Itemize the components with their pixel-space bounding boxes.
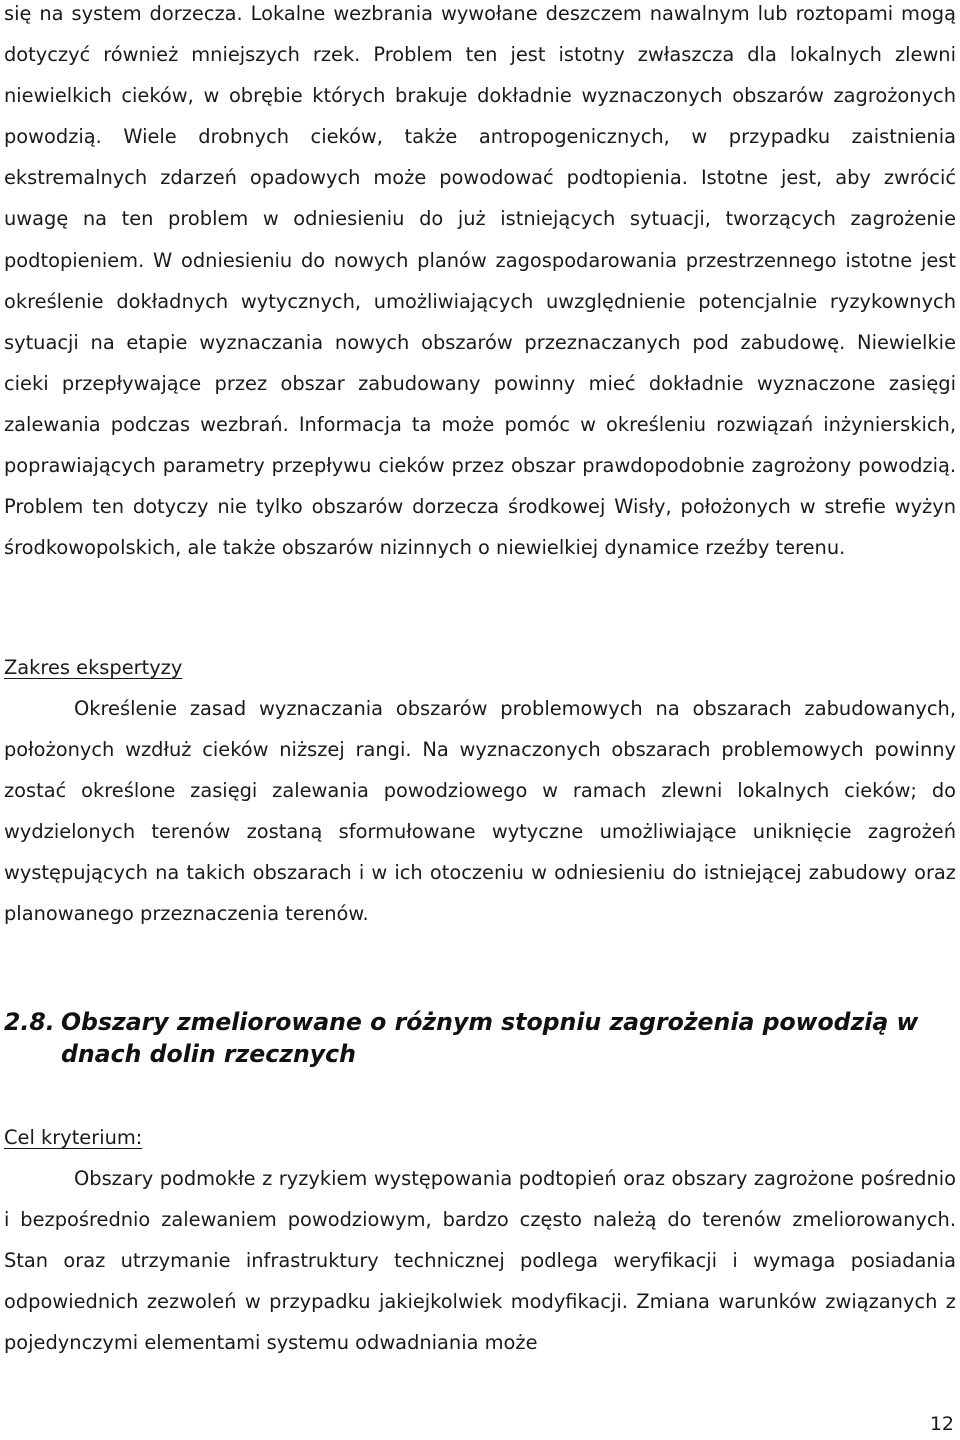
zakres-text: Określenie zasad wyznaczania obszarów problemowych na obszarach zabudowanych, położonych wzdłuż cieków niższej rangi. Na wyznaczonych obszarach problemowych powinny zostać określone zasięgi zalewania powodziowego w ramach zlewni lokalnych cieków; do wydzielonych terenów zostaną sformułowane wytyczne umożliwiające uniknięcie zagrożeń występujących na takich obszarach i w ich otoczeniu w odniesieniu do istniejącej zabudowy oraz planowanego przeznaczenia terenów.	[4, 697, 956, 926]
section-label-cel-kryterium: Cel kryterium:	[4, 1126, 143, 1149]
section-label-zakres-ekspertyzy: Zakres ekspertyzy	[4, 656, 183, 679]
page-number: 12	[929, 1413, 954, 1435]
section-title-line-1: Obszary zmeliorowane o różnym stopniu zagrożenia powodzią w	[61, 1008, 919, 1036]
section-number: 2.8.	[4, 1008, 55, 1036]
section-heading-2-8	[4, 1006, 918, 1070]
body-paragraph-cel	[4, 1158, 956, 1363]
body-paragraph-zakres	[4, 688, 956, 935]
body-paragraph-flood-problem: się na system dorzecza. Lokalne wezbrania wywołane deszczem nawalnym lub roztopami mogą dotyczyć również mniejszych rzek. Problem ten jest istotny zwłaszcza dla lokalnych zlewni niewielkich cieków, w obrębie których brakuje dokładnie wyznaczonych obszarów zagrożonych powodzią. Wiele drobnych cieków, także antropogenicznych, w przypadku zaistnienia ekstremalnych zdarzeń opadowych może powodować podtopienia. Istotne jest, aby zwrócić uwagę na ten problem w odniesieniu do już istniejących sytuacji, tworzących zagrożenie podtopieniem. W odniesieniu do nowych planów zagospodarowania przestrzennego istotne jest określenie dokładnych wytycznych, umożliwiających uwzględnienie potencjalnie ryzykownych sytuacji na etapie wyznaczania nowych obszarów przeznaczanych pod zabudowę. Niewielkie cieki przepływające przez obszar zabudowany powinny mieć dokładnie wyznaczone zasięgi zalewania podczas wezbrań. Informacja ta może pomóc w określeniu rozwiązań inżynierskich, poprawiających parametry przepływu cieków przez obszar prawdopodobnie zagrożony powodzią. Problem ten dotyczy nie tylko obszarów dorzecza środkowej Wisły, położonych w strefie wyżyn środkowopolskich, ale także obszarów nizinnych o niewielkiej dynamice rzeźby terenu.	[4, 2, 956, 560]
section-title-line-2: dnach dolin rzecznych	[61, 1040, 356, 1068]
cel-text: Obszary podmokłe z ryzykiem występowania podtopień oraz obszary zagrożone pośrednio i bezpośrednio zalewaniem powodziowym, bardzo często należą do terenów zmeliorowanych. Stan oraz utrzymanie infrastruktury technicznej podlega weryfikacji i wymaga posiadania odpowiednich zezwoleń w przypadku jakiejkolwiek modyfikacji. Zmiana warunków związanych z pojedynczymi elementami systemu odwadniania może	[4, 1167, 956, 1355]
